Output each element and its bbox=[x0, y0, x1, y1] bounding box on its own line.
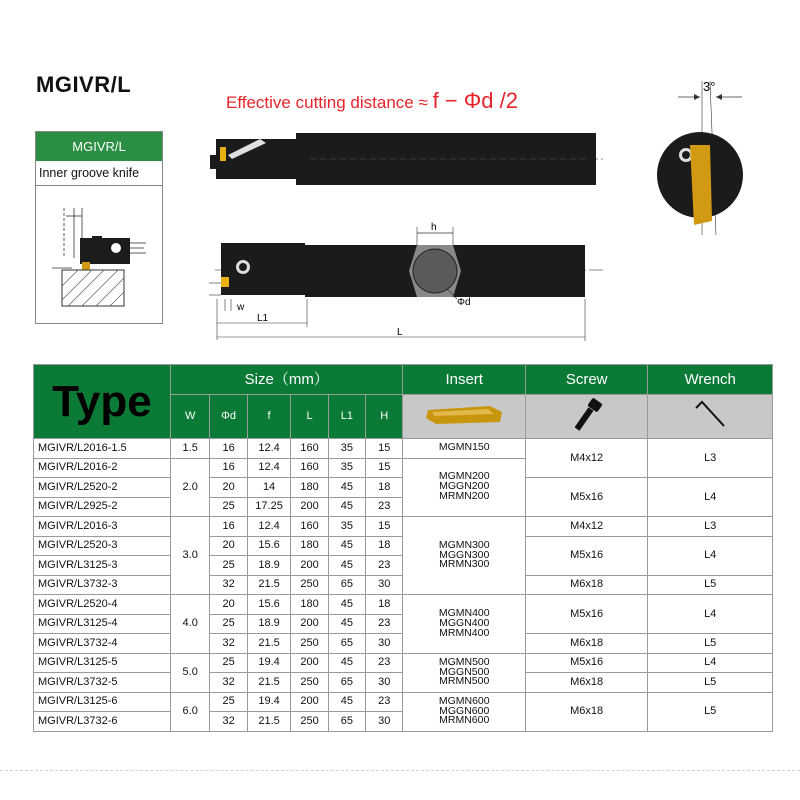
H-cell: 23 bbox=[366, 653, 403, 673]
model-cell: MGIVR/L2520-2 bbox=[34, 478, 171, 498]
wrench-cell: L4 bbox=[648, 478, 773, 517]
col-L1: L1 bbox=[328, 395, 365, 439]
insert-code: MRMN400 bbox=[439, 626, 490, 639]
f-cell: 21.5 bbox=[247, 673, 291, 693]
tool-side-view bbox=[210, 125, 610, 195]
size-header: Size（mm） bbox=[170, 365, 403, 395]
insert-code: MGGN200 bbox=[439, 480, 490, 493]
f-cell: 21.5 bbox=[247, 634, 291, 654]
cutting-distance-formula bbox=[226, 88, 518, 114]
L-cell: 250 bbox=[291, 575, 328, 595]
L1-cell: 65 bbox=[328, 712, 365, 732]
page-title: MGIVR/L bbox=[36, 72, 132, 97]
d-cell: 16 bbox=[210, 517, 247, 537]
L-cell: 200 bbox=[291, 653, 328, 673]
w-cell: 3.0 bbox=[170, 517, 209, 595]
screw-cell: M4x12 bbox=[525, 517, 647, 537]
f-cell: 17.25 bbox=[247, 497, 291, 517]
dim-w-label: w bbox=[237, 302, 245, 313]
L-cell: 180 bbox=[291, 478, 328, 498]
L1-cell: 45 bbox=[328, 497, 365, 517]
insert-cell bbox=[403, 439, 525, 459]
H-cell: 23 bbox=[366, 556, 403, 576]
L-cell: 200 bbox=[291, 614, 328, 634]
H-cell: 18 bbox=[366, 536, 403, 556]
wrench-cell: L5 bbox=[648, 692, 773, 731]
product-card bbox=[35, 131, 163, 324]
L1-cell: 35 bbox=[328, 517, 365, 537]
table-row bbox=[34, 653, 773, 673]
insert-code: MGGN600 bbox=[439, 704, 490, 717]
model-cell: MGIVR/L3125-6 bbox=[34, 692, 171, 712]
wrench-cell: L5 bbox=[648, 634, 773, 654]
model-cell: MGIVR/L2016-3 bbox=[34, 517, 171, 537]
f-cell: 12.4 bbox=[247, 458, 291, 478]
screw-header: Screw bbox=[525, 365, 647, 395]
wrench-cell: L4 bbox=[648, 536, 773, 575]
d-cell: 25 bbox=[210, 497, 247, 517]
spec-table bbox=[33, 364, 773, 732]
f-cell: 12.4 bbox=[247, 517, 291, 537]
screw-cell: M4x12 bbox=[525, 439, 647, 478]
model-cell: MGIVR/L2520-4 bbox=[34, 595, 171, 615]
f-cell: 15.6 bbox=[247, 536, 291, 556]
insert-header: Insert bbox=[403, 365, 525, 395]
L1-cell: 45 bbox=[328, 556, 365, 576]
L-cell: 250 bbox=[291, 634, 328, 654]
L1-cell: 45 bbox=[328, 692, 365, 712]
L1-cell: 35 bbox=[328, 439, 365, 459]
insert-code: MGGN400 bbox=[439, 616, 490, 629]
wrench-icon bbox=[690, 398, 730, 432]
type-header: Type bbox=[34, 365, 171, 439]
w-cell: 6.0 bbox=[170, 692, 209, 731]
insert-code: MGMN500 bbox=[438, 655, 490, 668]
model-cell: MGIVR/L3732-5 bbox=[34, 673, 171, 693]
wrench-cell: L4 bbox=[648, 595, 773, 634]
tool-top-view bbox=[195, 215, 615, 350]
wrench-header: Wrench bbox=[648, 365, 773, 395]
col-f: f bbox=[247, 395, 291, 439]
screw-cell: M5x16 bbox=[525, 595, 647, 634]
wrench-cell: L3 bbox=[648, 439, 773, 478]
col-L: L bbox=[291, 395, 328, 439]
w-cell: 4.0 bbox=[170, 595, 209, 654]
insert-cell bbox=[403, 595, 525, 654]
screw-cell: M5x16 bbox=[525, 536, 647, 575]
screw-cell: M6x18 bbox=[525, 575, 647, 595]
formula-text: Effective cutting distance bbox=[226, 93, 414, 112]
insert-cell bbox=[403, 653, 525, 692]
d-cell: 32 bbox=[210, 673, 247, 693]
model-cell: MGIVR/L2016-1.5 bbox=[34, 439, 171, 459]
insert-cell bbox=[403, 517, 525, 595]
f-cell: 14 bbox=[247, 478, 291, 498]
H-cell: 30 bbox=[366, 634, 403, 654]
approx-symbol: ≈ bbox=[418, 93, 428, 112]
col-H: H bbox=[366, 395, 403, 439]
wrench-cell: L5 bbox=[648, 575, 773, 595]
insert-code: MGMN300 bbox=[438, 538, 490, 551]
L-cell: 250 bbox=[291, 673, 328, 693]
f-cell: 21.5 bbox=[247, 712, 291, 732]
insert-code: MGMN400 bbox=[438, 606, 490, 619]
model-cell: MGIVR/L2520-3 bbox=[34, 536, 171, 556]
insert-code: MGMN150 bbox=[438, 441, 490, 454]
L-cell: 160 bbox=[291, 439, 328, 459]
insert-image bbox=[403, 395, 525, 439]
insert-code: MRMN600 bbox=[439, 714, 490, 727]
H-cell: 23 bbox=[366, 614, 403, 634]
d-cell: 20 bbox=[210, 536, 247, 556]
dim-h-label: h bbox=[431, 222, 437, 233]
L1-cell: 45 bbox=[328, 614, 365, 634]
d-cell: 25 bbox=[210, 556, 247, 576]
d-cell: 16 bbox=[210, 458, 247, 478]
insert-cell bbox=[403, 692, 525, 731]
d-cell: 20 bbox=[210, 595, 247, 615]
dim-L1-label: L1 bbox=[257, 313, 269, 324]
H-cell: 15 bbox=[366, 517, 403, 537]
d-cell: 25 bbox=[210, 692, 247, 712]
L1-cell: 45 bbox=[328, 653, 365, 673]
d-cell: 25 bbox=[210, 653, 247, 673]
H-cell: 18 bbox=[366, 478, 403, 498]
H-cell: 30 bbox=[366, 575, 403, 595]
L-cell: 200 bbox=[291, 556, 328, 576]
w-cell: 5.0 bbox=[170, 653, 209, 692]
table-row bbox=[34, 595, 773, 615]
f-cell: 19.4 bbox=[247, 653, 291, 673]
model-cell: MGIVR/L3125-5 bbox=[34, 653, 171, 673]
L-cell: 200 bbox=[291, 497, 328, 517]
L1-cell: 65 bbox=[328, 634, 365, 654]
H-cell: 23 bbox=[366, 692, 403, 712]
f-cell: 21.5 bbox=[247, 575, 291, 595]
L1-cell: 35 bbox=[328, 458, 365, 478]
insert-code: MRMN300 bbox=[439, 558, 490, 571]
screw-cell: M6x18 bbox=[525, 692, 647, 731]
L1-cell: 65 bbox=[328, 673, 365, 693]
model-cell: MGIVR/L3125-4 bbox=[34, 614, 171, 634]
H-cell: 23 bbox=[366, 497, 403, 517]
insert-code: MGMN200 bbox=[438, 470, 490, 483]
w-cell: 2.0 bbox=[170, 458, 209, 517]
table-row bbox=[34, 692, 773, 712]
L1-cell: 45 bbox=[328, 478, 365, 498]
d-cell: 20 bbox=[210, 478, 247, 498]
angle-label: 3° bbox=[703, 79, 716, 94]
screw-cell: M6x18 bbox=[525, 673, 647, 693]
H-cell: 15 bbox=[366, 439, 403, 459]
H-cell: 15 bbox=[366, 458, 403, 478]
d-cell: 25 bbox=[210, 614, 247, 634]
model-cell: MGIVR/L3732-6 bbox=[34, 712, 171, 732]
insert-code: MGGN500 bbox=[439, 665, 490, 678]
insert-code: MRMN500 bbox=[439, 675, 490, 688]
wrench-cell: L5 bbox=[648, 673, 773, 693]
f-cell: 18.9 bbox=[247, 614, 291, 634]
screw-image bbox=[525, 395, 647, 439]
wrench-cell: L3 bbox=[648, 517, 773, 537]
f-cell: 15.6 bbox=[247, 595, 291, 615]
f-cell: 19.4 bbox=[247, 692, 291, 712]
bottom-divider bbox=[0, 770, 800, 771]
card-subtitle: Inner groove knife bbox=[36, 161, 162, 186]
wrench-image bbox=[648, 395, 773, 439]
insert-code: MRMN200 bbox=[439, 490, 490, 503]
formula-expression: f − Φd /2 bbox=[432, 88, 518, 113]
screw-cell: M6x18 bbox=[525, 634, 647, 654]
L-cell: 180 bbox=[291, 595, 328, 615]
dim-phid-label: Φd bbox=[457, 297, 471, 308]
f-cell: 12.4 bbox=[247, 439, 291, 459]
H-cell: 30 bbox=[366, 673, 403, 693]
H-cell: 30 bbox=[366, 712, 403, 732]
model-cell: MGIVR/L3732-4 bbox=[34, 634, 171, 654]
L-cell: 200 bbox=[291, 692, 328, 712]
L1-cell: 65 bbox=[328, 575, 365, 595]
insert-icon bbox=[424, 402, 504, 428]
model-cell: MGIVR/L3732-3 bbox=[34, 575, 171, 595]
col-w: W bbox=[170, 395, 209, 439]
L-cell: 160 bbox=[291, 458, 328, 478]
model-cell: MGIVR/L3125-3 bbox=[34, 556, 171, 576]
model-cell: MGIVR/L2925-2 bbox=[34, 497, 171, 517]
L-cell: 160 bbox=[291, 517, 328, 537]
section-view bbox=[650, 75, 760, 240]
d-cell: 32 bbox=[210, 634, 247, 654]
insert-cell bbox=[403, 458, 525, 517]
H-cell: 18 bbox=[366, 595, 403, 615]
table-row bbox=[34, 439, 773, 459]
screw-cell: M5x16 bbox=[525, 653, 647, 673]
insert-code: MGMN600 bbox=[438, 694, 490, 707]
w-cell: 1.5 bbox=[170, 439, 209, 459]
wrench-cell: L4 bbox=[648, 653, 773, 673]
d-cell: 32 bbox=[210, 575, 247, 595]
L-cell: 180 bbox=[291, 536, 328, 556]
L1-cell: 45 bbox=[328, 595, 365, 615]
model-cell: MGIVR/L2016-2 bbox=[34, 458, 171, 478]
groove-diagram-icon bbox=[36, 188, 162, 323]
f-cell: 18.9 bbox=[247, 556, 291, 576]
table-row bbox=[34, 517, 773, 537]
card-header: MGIVR/L bbox=[36, 132, 162, 161]
screw-icon bbox=[567, 397, 607, 433]
dim-L-label: L bbox=[397, 327, 403, 338]
d-cell: 16 bbox=[210, 439, 247, 459]
screw-cell: M5x16 bbox=[525, 478, 647, 517]
d-cell: 32 bbox=[210, 712, 247, 732]
col-phid: Φd bbox=[210, 395, 247, 439]
L-cell: 250 bbox=[291, 712, 328, 732]
L1-cell: 45 bbox=[328, 536, 365, 556]
insert-code: MGGN300 bbox=[439, 548, 490, 561]
